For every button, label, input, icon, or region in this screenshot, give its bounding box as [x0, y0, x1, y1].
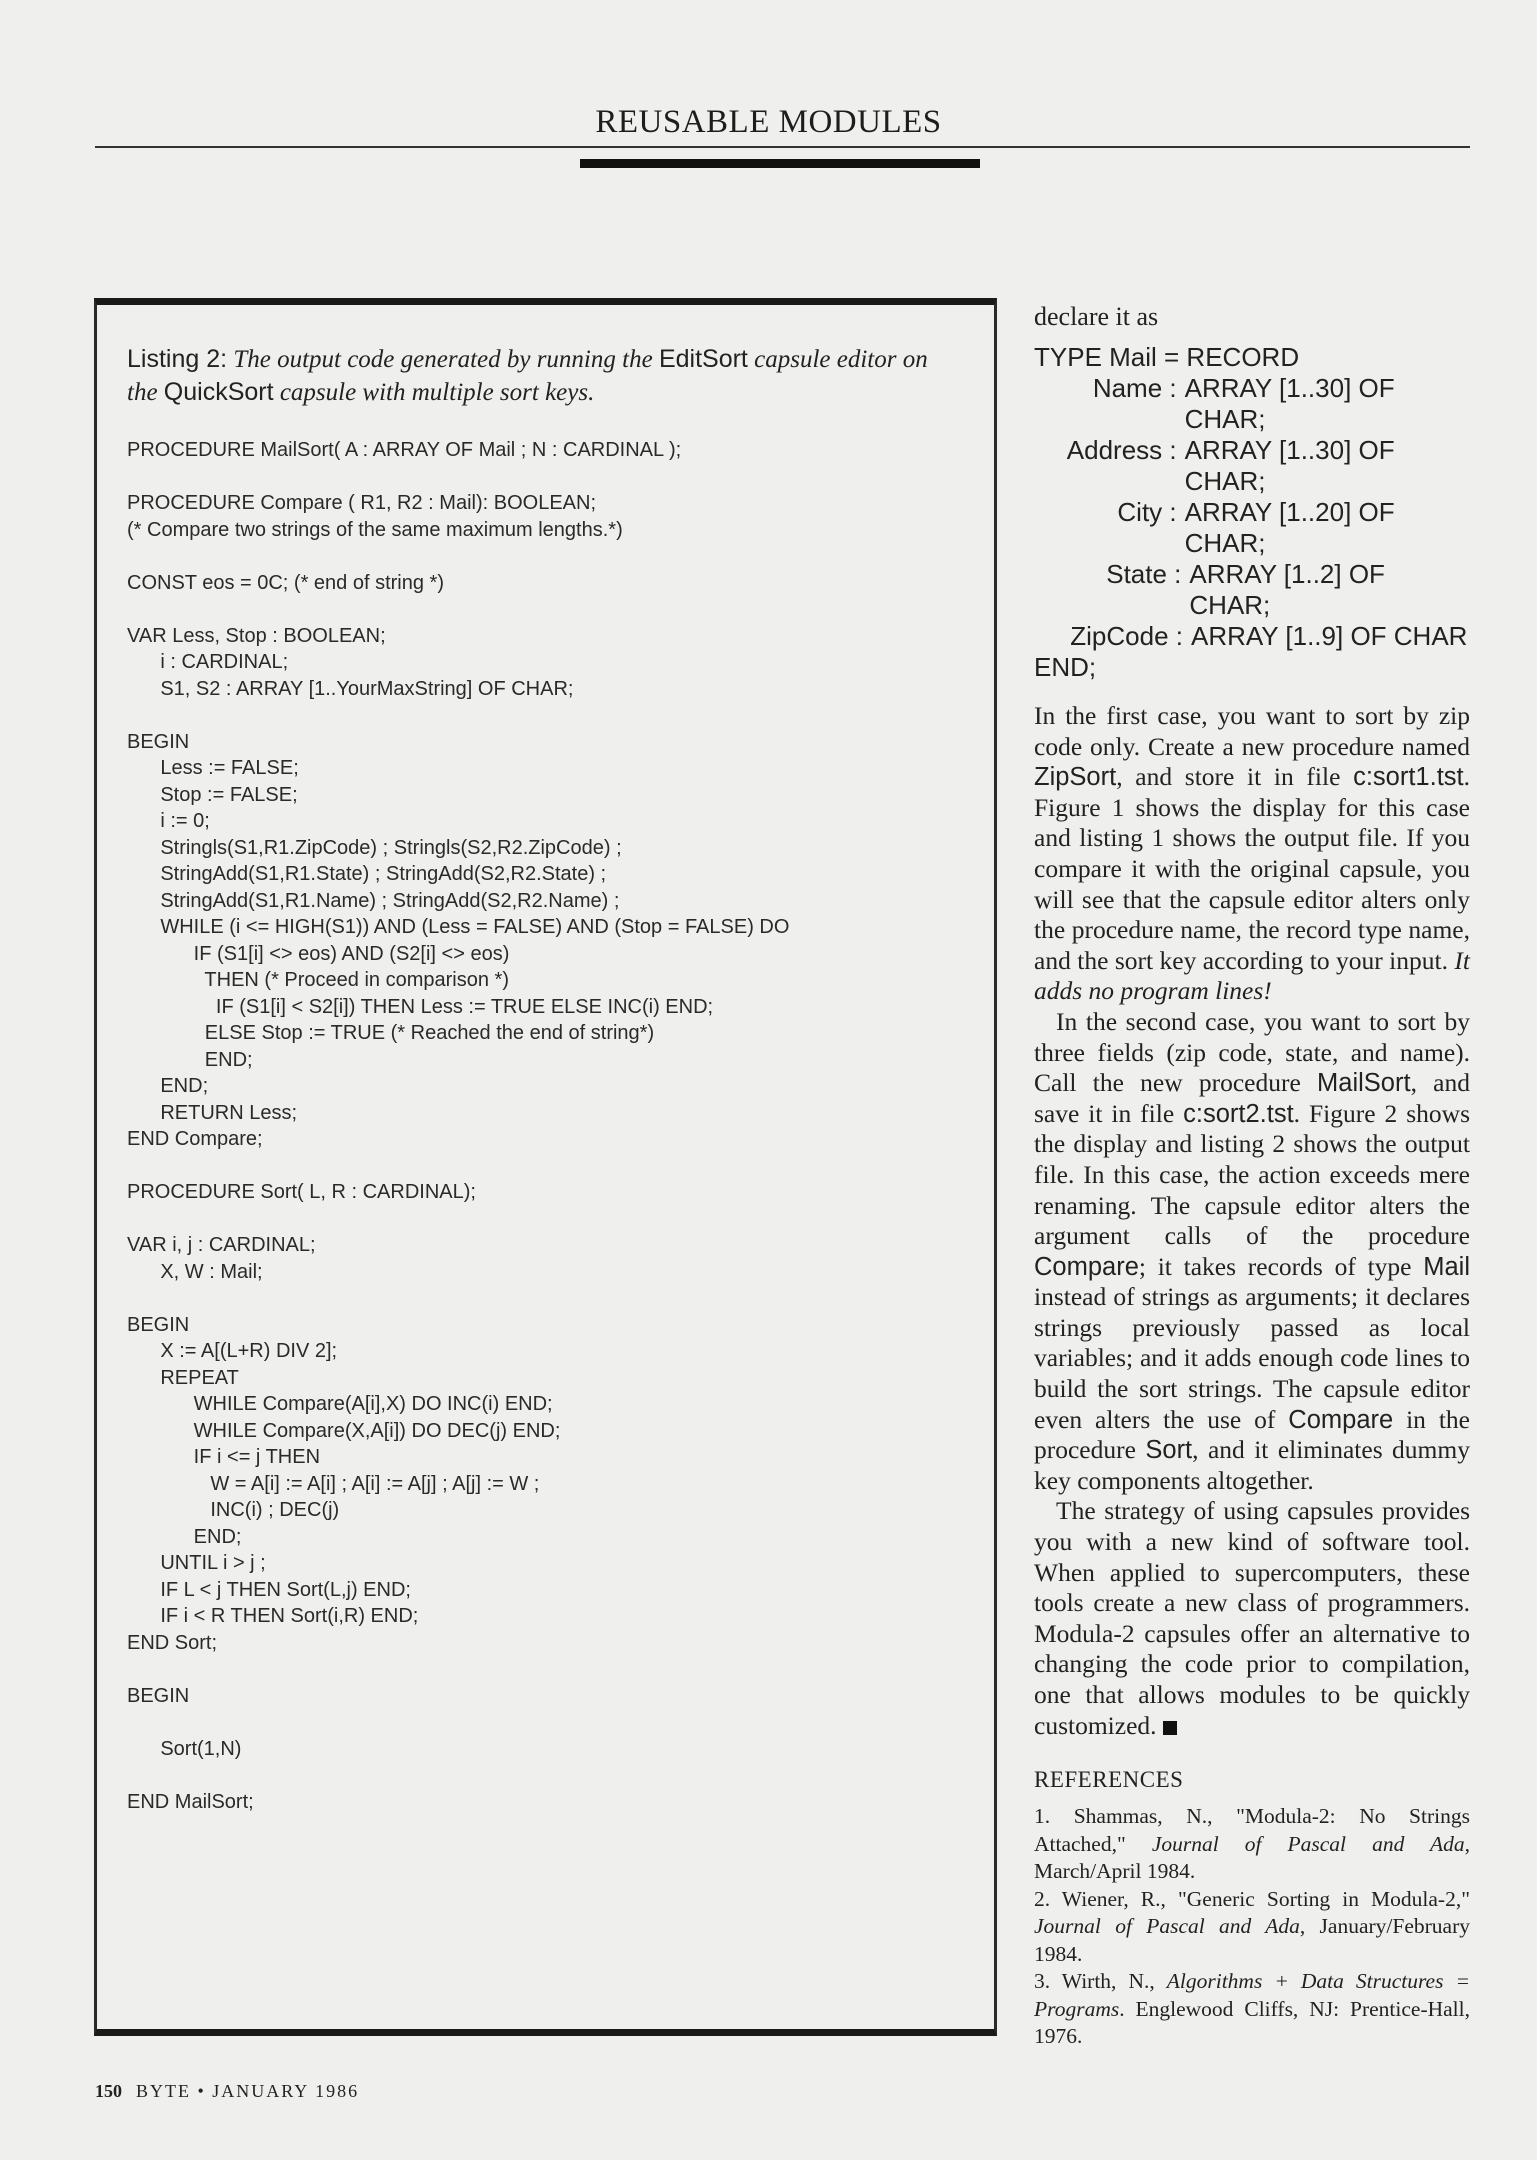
record-field	[1034, 497, 1470, 559]
text-run: 2. Wiener, R., "Generic Sorting in Modula-2,"	[1034, 1886, 1470, 1911]
article-body	[1034, 701, 1470, 1741]
text-run: Journal of Pascal and Ada	[1034, 1914, 1300, 1939]
code-line: VAR Less, Stop : BOOLEAN;	[127, 624, 386, 647]
text-run: in the procedure	[1034, 1404, 1470, 1465]
record-declaration	[1034, 342, 1470, 683]
text-run: It adds no program lines!	[1034, 945, 1470, 1006]
code-line: PROCEDURE Compare ( R1, R2 : Mail): BOOLEAN;	[127, 492, 596, 514]
code-line: REPEAT	[127, 1366, 239, 1389]
listing-label: Listing 2:	[127, 345, 228, 373]
references-list	[1034, 1803, 1470, 2051]
code-line	[127, 702, 977, 729]
record-field	[1034, 559, 1470, 621]
text-run: . Figure 2 shows the display and listing 2 shows the output file. In this case, the action exceeds mere renaming. The capsule editor alters the argument calls of the procedure	[1034, 1098, 1470, 1251]
text-run: c:sort2.tst	[1183, 1099, 1294, 1128]
text-run: The strategy of using capsules provides you with a new kind of software tool. When applied to supercomputers, these tools create a new class of programmers. Modula-2 capsules offer an alternative to changing the code prior to compilation, one that allows modules to be quickly customized.	[1034, 1496, 1470, 1740]
text-run: , January/February 1984.	[1034, 1914, 1470, 1966]
text-run: , and save it in file	[1034, 1068, 1470, 1128]
record-field	[1034, 373, 1470, 435]
text-run: Sort	[1145, 1436, 1193, 1465]
code-listing	[127, 437, 977, 1815]
declare-line: declare it as	[1034, 302, 1159, 331]
end-mark-icon	[1163, 1721, 1177, 1735]
text-run: ZipSort	[1034, 763, 1117, 792]
text-run: 3. Wirth, N.,	[1034, 1969, 1167, 1994]
footer-text: BYTE • JANUARY 1986	[136, 2081, 360, 2101]
code-line: PROCEDURE MailSort( A : ARRAY OF Mail ; N : CARDINAL );	[127, 439, 682, 461]
caption-part: The output code generated by running the	[233, 346, 659, 373]
code-line: IF i < R THEN Sort(i,R) END;	[127, 1605, 419, 1627]
text-run: Journal of Pascal and Ada	[1151, 1831, 1465, 1856]
field-name: Name :	[1092, 373, 1177, 403]
header-rule	[95, 146, 1470, 148]
field-name: ZipCode :	[1070, 621, 1183, 651]
code-line	[127, 1206, 977, 1233]
record-field	[1034, 621, 1470, 652]
text-run: Algorithms + Data Structures = Programs	[1034, 1969, 1470, 2021]
listing-caption	[127, 343, 947, 409]
header-bar	[580, 159, 980, 168]
text-run: . Englewood Cliffs, NJ: Prentice-Hall, 1976.	[1034, 1996, 1470, 2049]
code-line: END;	[127, 1075, 209, 1097]
caption-part: QuickSort	[163, 378, 274, 406]
type-header: TYPE Mail = RECORD	[1034, 342, 1300, 372]
code-line: END;	[127, 1048, 253, 1071]
code-line: IF i <= j THEN	[127, 1446, 321, 1468]
text-run: Mail	[1423, 1252, 1470, 1281]
code-line	[127, 1153, 977, 1180]
field-type: ARRAY [1..20] OF CHAR;	[1184, 497, 1395, 558]
caption-part: EditSort	[658, 345, 748, 373]
caption-part: capsule editor on the	[127, 346, 928, 406]
text-run: , March/April 1984.	[1034, 1831, 1470, 1884]
code-line: BEGIN	[127, 1313, 190, 1336]
text-run: . Figure 1 shows the display for this case and listing 1 shows the output file. If you compare it with the original capsule, you will see that the capsule editor alters only the procedure name, the record type name, and the sort key according to your input.	[1034, 762, 1470, 975]
code-line: StringAdd(S1,R1.Name) ; StringAdd(S2,R2.Name) ;	[127, 889, 620, 912]
text-run: Compare	[1288, 1405, 1394, 1434]
code-line: BEGIN	[127, 730, 190, 753]
field-type: ARRAY [1..30] OF CHAR;	[1184, 435, 1395, 496]
code-line: END Compare;	[127, 1128, 263, 1150]
reference-item	[1034, 1968, 1470, 2051]
text-run: c:sort1.tst	[1353, 763, 1464, 792]
field-type: ARRAY [1..2] OF CHAR;	[1189, 559, 1385, 620]
reference-item	[1034, 1886, 1470, 1969]
code-line	[127, 1285, 977, 1312]
code-line: Stringls(S1,R1.ZipCode) ; Stringls(S2,R2.ZipCode) ;	[127, 836, 622, 859]
code-line: i : CARDINAL;	[127, 651, 289, 673]
code-line: PROCEDURE Sort( L, R : CARDINAL);	[127, 1181, 476, 1203]
running-header: REUSABLE MODULES	[595, 104, 942, 140]
code-line: THEN (* Proceed in comparison *)	[127, 969, 509, 991]
field-type: ARRAY [1..30] OF CHAR;	[1184, 373, 1395, 434]
field-name: State :	[1106, 559, 1182, 589]
code-line: RETURN Less;	[127, 1101, 298, 1124]
field-name: City :	[1117, 497, 1177, 527]
code-line: (* Compare two strings of the same maximum lengths.*)	[127, 518, 623, 541]
code-line	[127, 543, 977, 570]
code-line: WHILE (i <= HIGH(S1)) AND (Less = FALSE) AND (Stop = FALSE) DO	[127, 916, 790, 938]
page-number: 150	[95, 2081, 122, 2101]
code-line: Stop := FALSE;	[127, 783, 298, 806]
right-column	[1034, 300, 1470, 2051]
code-line: VAR i, j : CARDINAL;	[127, 1234, 316, 1256]
code-line: X := A[(L+R) DIV 2];	[127, 1340, 338, 1362]
code-line: ELSE Stop := TRUE (* Reached the end of string*)	[127, 1022, 655, 1044]
code-line: INC(i) ; DEC(j)	[127, 1499, 340, 1521]
caption-part: capsule with multiple sort keys.	[273, 379, 595, 406]
listing-box	[94, 298, 997, 2036]
code-line: IF (S1[i] < S2[i]) THEN Less := TRUE ELSE INC(i) END;	[127, 995, 714, 1018]
code-line: END;	[127, 1525, 242, 1548]
code-line: END Sort;	[127, 1631, 218, 1654]
text-run: In the first case, you want to sort by zip code only. Create a new procedure named	[1034, 701, 1470, 761]
type-end: END;	[1034, 652, 1097, 682]
code-line: IF L < j THEN Sort(L,j) END;	[127, 1578, 411, 1601]
text-run: Compare	[1034, 1252, 1139, 1281]
code-line	[127, 464, 977, 491]
text-run: , and it eliminates dummy key components altogether.	[1034, 1435, 1470, 1495]
code-line: Sort(1,N)	[127, 1737, 242, 1760]
text-run: 1. Shammas, N., "Modula-2: No Strings Attached,"	[1034, 1804, 1470, 1856]
text-run: ; it takes records of type	[1138, 1251, 1424, 1281]
code-line: S1, S2 : ARRAY [1..YourMaxString] OF CHAR;	[127, 677, 574, 700]
text-run: MailSort	[1317, 1069, 1411, 1098]
code-line: Less := FALSE;	[127, 757, 299, 779]
page-footer	[95, 2081, 359, 2102]
code-line: IF (S1[i] <> eos) AND (S2[i] <> eos)	[127, 942, 510, 965]
paragraph-1	[1034, 701, 1470, 1007]
code-line: BEGIN	[127, 1684, 190, 1707]
references-title: REFERENCES	[1034, 1767, 1184, 1793]
paragraph-3	[1034, 1496, 1470, 1741]
code-line: StringAdd(S1,R1.State) ; StringAdd(S2,R2.State) ;	[127, 863, 607, 885]
code-line: WHILE Compare(X,A[i]) DO DEC(j) END;	[127, 1419, 561, 1442]
code-line: X, W : Mail;	[127, 1260, 263, 1283]
code-line	[127, 596, 977, 623]
code-line	[127, 1656, 977, 1683]
code-line: CONST eos = 0C; (* end of string *)	[127, 571, 444, 594]
code-line	[127, 1762, 977, 1789]
field-name: Address :	[1066, 435, 1177, 465]
code-line: i := 0;	[127, 810, 210, 832]
reference-item	[1034, 1803, 1470, 1886]
text-run: instead of strings as arguments; it declares strings previously passed as local variables; and it adds enough code lines to build the sort strings. The capsule editor even alters the use of	[1034, 1282, 1470, 1434]
code-line: WHILE Compare(A[i],X) DO INC(i) END;	[127, 1393, 553, 1415]
record-field	[1034, 435, 1470, 497]
text-run: , and store it in file	[1116, 762, 1354, 792]
field-type: ARRAY [1..9] OF CHAR	[1191, 621, 1468, 651]
code-line	[127, 1709, 977, 1736]
code-line: UNTIL i > j ;	[127, 1552, 266, 1574]
code-line: END MailSort;	[127, 1790, 254, 1813]
code-line: W = A[i] := A[i] ; A[i] := A[j] ; A[j] := W ;	[127, 1472, 540, 1495]
text-run: In the second case, you want to sort by three fields (zip code, state, and name). Call the new procedure	[1034, 1006, 1470, 1098]
paragraph-2	[1034, 1007, 1470, 1497]
